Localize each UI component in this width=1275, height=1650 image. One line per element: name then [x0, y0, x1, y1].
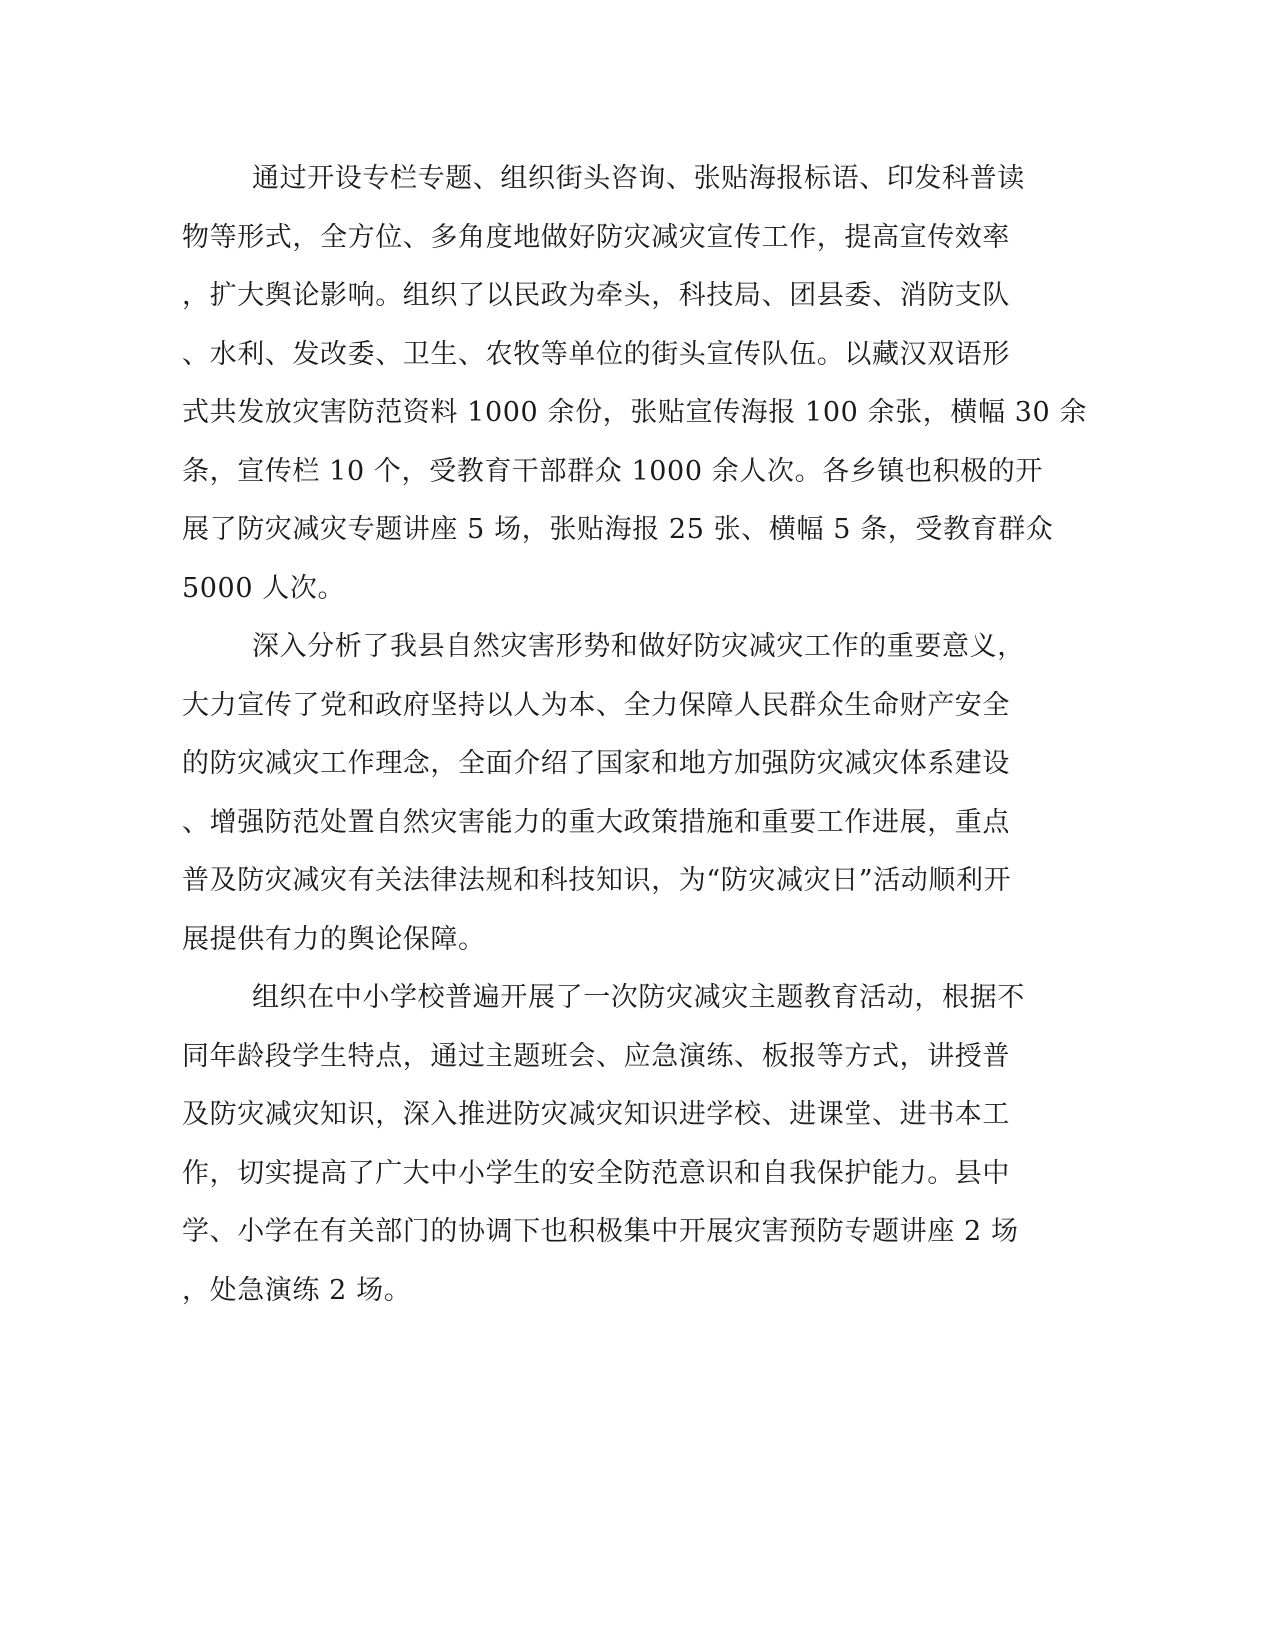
text-line: 作，切实提高了广大中小学生的安全防范意识和自我保护能力。县中: [182, 1157, 1010, 1189]
text-line: 展提供有力的舆论保障。: [182, 923, 486, 955]
text-line: 条，宣传栏 10 个，受教育干部群众 1000 余人次。各乡镇也积极的开: [182, 455, 1043, 487]
text-line: 5000 人次。: [182, 572, 346, 604]
text-line: ，处急演练 2 场。: [182, 1274, 412, 1306]
text-line: 学、小学在有关部门的协调下也积极集中开展灾害预防专题讲座 2 场: [182, 1216, 1019, 1247]
text-line: 通过开设专栏专题、组织街头咨询、张贴海报标语、印发科普读: [252, 163, 1025, 194]
text-line: 普及防灾减灾有关法律法规和科技知识，为“防灾减灾日”活动顺利开: [182, 865, 1012, 896]
paragraph-publicity-activities: [182, 150, 1088, 618]
text-line: ，扩大舆论影响。组织了以民政为牵头，科技局、团县委、消防支队: [182, 280, 1010, 311]
text-line: 大力宣传了党和政府坚持以人为本、全力保障人民群众生命财产安全: [182, 689, 1010, 721]
text-line: 物等形式，全方位、多角度地做好防灾减灾宣传工作，提高宣传效率: [182, 221, 1010, 253]
text-line: 展了防灾减灾专题讲座 5 场，张贴海报 25 张、横幅 5 条，受教育群众: [182, 514, 1054, 545]
paragraph-disaster-analysis: [182, 618, 1042, 969]
text-line: 同年龄段学生特点，通过主题班会、应急演练、板报等方式，讲授普: [182, 1040, 1010, 1072]
text-line: 、水利、发改委、卫生、农牧等单位的街头宣传队伍。以藏汉双语形: [182, 338, 1010, 370]
text-line: 、增强防范处置自然灾害能力的重大政策措施和重要工作进展，重点: [182, 806, 1010, 838]
paragraph-school-education: [182, 969, 1042, 1320]
document-body: [182, 150, 1088, 1320]
text-line: 及防灾减灾知识，深入推进防灾减灾知识进学校、进课堂、进书本工: [182, 1099, 1010, 1130]
text-line: 式共发放灾害防范资料 1000 余份，张贴宣传海报 100 余张，横幅 30 余: [182, 397, 1088, 428]
text-line: 的防灾减灾工作理念，全面介绍了国家和地方加强防灾减灾体系建设: [182, 748, 1010, 779]
text-line: 组织在中小学校普遍开展了一次防灾减灾主题教育活动，根据不: [252, 982, 1025, 1013]
text-line: 深入分析了我县自然灾害形势和做好防灾减灾工作的重要意义，: [252, 631, 1025, 662]
